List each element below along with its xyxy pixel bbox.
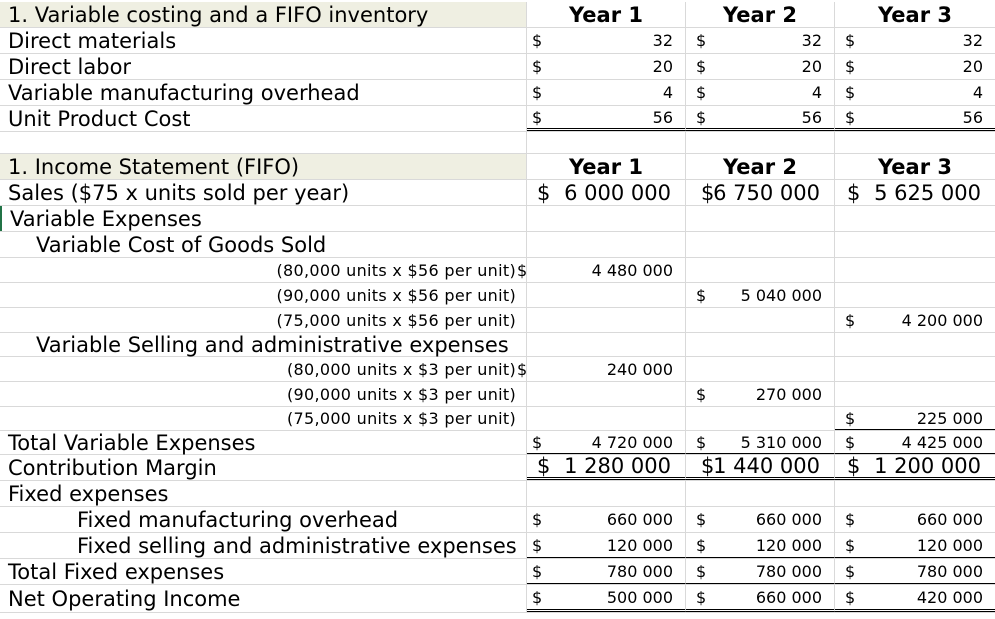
row-label[interactable]: Direct labor (0, 54, 527, 79)
cell-value: 6 000 000 (564, 180, 671, 205)
cell-value: 56 (962, 107, 983, 127)
section2-title[interactable]: 1. Income Statement (FIFO) (0, 154, 527, 179)
value-cell[interactable] (686, 180, 835, 205)
empty-cell[interactable] (686, 132, 835, 153)
value-cell[interactable] (835, 54, 995, 79)
value-cell[interactable] (835, 431, 995, 454)
row-label[interactable] (0, 283, 527, 307)
value-cell[interactable] (835, 507, 995, 532)
value-cell[interactable] (527, 585, 686, 612)
table-row (0, 2, 995, 28)
row-label[interactable] (0, 357, 527, 381)
table-row (0, 357, 995, 382)
currency-sign: $ (845, 432, 856, 452)
cell-value: 500 000 (606, 587, 673, 607)
value-cell[interactable] (527, 455, 686, 480)
row-label[interactable]: Fixed expenses (0, 481, 527, 506)
empty-cell[interactable] (835, 132, 995, 153)
detail-text: (80,000 units x $3 per unit) (286, 359, 516, 379)
empty-cell[interactable] (527, 283, 686, 307)
currency-sign: $ (517, 260, 528, 280)
value-cell[interactable] (686, 54, 835, 79)
row-label[interactable]: Fixed selling and administrative expenses (0, 533, 527, 558)
detail-text: (90,000 units x $56 per unit) (276, 285, 516, 305)
currency-sign: $ (696, 83, 707, 102)
currency-sign: $ (532, 587, 543, 607)
value-cell[interactable] (686, 559, 835, 584)
cell-value: 5 040 000 (740, 285, 822, 305)
table-row (0, 481, 995, 507)
cell-value: 4 720 000 (591, 432, 673, 452)
cell-value: 4 (972, 83, 983, 102)
currency-sign: $ (532, 432, 543, 452)
table-row (0, 585, 995, 613)
currency-sign: $ (532, 107, 543, 127)
cell-value: 660 000 (755, 510, 822, 529)
row-label[interactable]: Variable manufacturing overhead (0, 80, 527, 105)
value-cell[interactable] (835, 533, 995, 558)
currency-sign: $ (845, 31, 856, 50)
currency-sign: $ (845, 561, 856, 581)
currency-sign: $ (845, 408, 856, 428)
cell-value: 32 (962, 31, 983, 50)
row-label[interactable]: Variable Cost of Goods Sold (0, 232, 527, 257)
empty-cell[interactable] (527, 382, 686, 406)
value-cell[interactable] (527, 106, 686, 131)
cell-value: 780 000 (916, 561, 983, 581)
table-row (0, 80, 995, 106)
currency-sign: $ (696, 510, 707, 529)
empty-cell[interactable] (527, 333, 686, 356)
row-label[interactable]: Direct materials (0, 28, 527, 53)
currency-sign: $ (532, 83, 543, 102)
cell-value: 5 625 000 (874, 180, 981, 205)
currency-sign: $ (696, 31, 707, 50)
detail-text: (80,000 units x $56 per unit) (276, 260, 516, 280)
section1-title[interactable]: 1. Variable costing and a FIFO inventory (0, 2, 527, 27)
empty-cell[interactable] (527, 481, 686, 506)
table-row (0, 407, 995, 431)
currency-sign: $ (847, 180, 861, 205)
empty-cell[interactable] (835, 481, 995, 506)
value-cell[interactable] (835, 407, 995, 430)
currency-sign: $ (845, 310, 856, 330)
empty-cell[interactable] (686, 481, 835, 506)
currency-sign: $ (845, 535, 856, 555)
currency-sign: $ (845, 57, 856, 76)
cell-value: 660 000 (606, 510, 673, 529)
table-row (0, 180, 995, 206)
currency-sign: $ (696, 587, 707, 607)
value-cell[interactable] (686, 507, 835, 532)
empty-cell[interactable] (686, 357, 835, 381)
cell-value: 4 480 000 (591, 260, 673, 280)
cell-value: 20 (652, 57, 673, 76)
cell-value: 120 000 (606, 535, 673, 555)
value-cell[interactable] (686, 533, 835, 558)
currency-sign: $ (847, 454, 861, 478)
year-header[interactable]: Year 3 (878, 154, 952, 179)
empty-cell[interactable] (835, 357, 995, 381)
currency-sign: $ (696, 432, 707, 452)
value-cell[interactable] (527, 80, 686, 105)
empty-cell[interactable] (686, 333, 835, 356)
currency-sign: $ (532, 510, 543, 529)
cell-value: 32 (652, 31, 673, 50)
currency-sign: $ (537, 180, 551, 205)
row-label[interactable]: Sales ($75 x units sold per year) (0, 180, 527, 205)
currency-sign: $ (701, 180, 715, 205)
value-cell[interactable] (835, 80, 995, 105)
value-cell[interactable] (686, 431, 835, 454)
blank-row (0, 132, 995, 154)
table-row (0, 431, 995, 455)
value-cell[interactable] (835, 106, 995, 131)
row-label[interactable]: Net Operating Income (0, 585, 527, 612)
cell-value: 780 000 (755, 561, 822, 581)
empty-cell[interactable] (835, 258, 995, 282)
row-label[interactable] (0, 308, 527, 332)
currency-sign: $ (845, 587, 856, 607)
currency-sign: $ (696, 285, 707, 305)
currency-sign: $ (517, 359, 528, 379)
cell-value: 4 (662, 83, 673, 102)
empty-cell[interactable] (686, 206, 835, 231)
row-label[interactable]: Fixed manufacturing overhead (0, 507, 527, 532)
value-cell[interactable] (527, 180, 686, 205)
currency-sign: $ (696, 57, 707, 76)
cell-value: 6 750 000 (713, 180, 820, 205)
value-cell[interactable] (527, 28, 686, 53)
cell-value: 270 000 (755, 384, 822, 404)
cell-value: 120 000 (916, 535, 983, 555)
cell-value: 240 000 (606, 359, 673, 379)
empty-cell[interactable] (0, 132, 527, 153)
cell-value: 56 (801, 107, 822, 127)
value-cell[interactable] (527, 54, 686, 79)
table-row (0, 206, 995, 232)
row-label[interactable]: Unit Product Cost (0, 106, 527, 131)
empty-cell[interactable] (835, 283, 995, 307)
value-cell[interactable] (686, 106, 835, 131)
table-row (0, 232, 995, 258)
year-header[interactable]: Year 2 (686, 154, 835, 179)
value-cell[interactable] (835, 308, 995, 332)
empty-cell[interactable] (686, 232, 835, 257)
cell-value: 420 000 (916, 587, 983, 607)
empty-cell[interactable] (835, 382, 995, 406)
currency-sign: $ (696, 107, 707, 127)
value-cell[interactable] (517, 357, 686, 381)
value-cell[interactable] (527, 431, 686, 454)
empty-cell[interactable] (686, 407, 835, 430)
cell-value: 20 (962, 57, 983, 76)
value-cell[interactable] (527, 533, 686, 558)
row-label[interactable] (0, 382, 527, 406)
row-label[interactable] (0, 407, 527, 430)
currency-sign: $ (845, 510, 856, 529)
cell-value: 1 280 000 (564, 454, 671, 478)
table-row (0, 106, 995, 132)
value-cell[interactable] (686, 455, 835, 480)
cell-value: 32 (801, 31, 822, 50)
empty-cell[interactable] (835, 333, 995, 356)
empty-cell[interactable] (835, 232, 995, 257)
currency-sign: $ (696, 384, 707, 404)
currency-sign: $ (532, 535, 543, 555)
cell-value: 660 000 (916, 510, 983, 529)
empty-cell[interactable] (686, 308, 835, 332)
row-label[interactable] (0, 258, 527, 282)
value-cell[interactable] (835, 180, 995, 205)
empty-cell[interactable] (686, 258, 835, 282)
empty-cell[interactable] (527, 407, 686, 430)
currency-sign: $ (532, 31, 543, 50)
cell-value: 780 000 (606, 561, 673, 581)
empty-cell[interactable] (527, 206, 686, 231)
value-cell[interactable] (686, 382, 835, 406)
year-header[interactable]: Year 1 (527, 2, 686, 27)
currency-sign: $ (845, 107, 856, 127)
row-label[interactable]: Total Variable Expenses (0, 431, 527, 454)
cell-value: 1 440 000 (713, 454, 820, 478)
table-row (0, 507, 995, 533)
cell-value: 4 (811, 83, 822, 102)
empty-cell[interactable] (835, 206, 995, 231)
year-header[interactable]: Year 3 (878, 2, 952, 27)
value-cell[interactable] (527, 507, 686, 532)
table-row (0, 54, 995, 80)
cell-value: 4 425 000 (901, 432, 983, 452)
year-header[interactable]: Year 2 (686, 2, 835, 27)
table-row (0, 533, 995, 559)
detail-text: (90,000 units x $3 per unit) (286, 384, 516, 404)
value-cell[interactable] (835, 559, 995, 584)
value-cell[interactable] (686, 28, 835, 53)
row-label[interactable]: Total Fixed expenses (0, 559, 527, 584)
value-cell[interactable] (686, 283, 835, 307)
currency-sign: $ (537, 454, 551, 478)
value-cell[interactable] (517, 258, 686, 282)
table-row (0, 308, 995, 333)
table-row (0, 559, 995, 585)
currency-sign: $ (532, 561, 543, 581)
cell-value: 1 200 000 (874, 454, 981, 478)
currency-sign: $ (532, 57, 543, 76)
row-label[interactable]: Contribution Margin (0, 455, 527, 480)
cell-value: 660 000 (755, 587, 822, 607)
detail-text: (75,000 units x $56 per unit) (276, 310, 516, 330)
cell-value: 225 000 (916, 408, 983, 428)
table-row (0, 28, 995, 54)
value-cell[interactable] (686, 585, 835, 612)
cell-value: 20 (801, 57, 822, 76)
currency-sign: $ (701, 454, 715, 478)
table-row (0, 258, 995, 283)
table-row (0, 283, 995, 308)
value-cell[interactable] (686, 80, 835, 105)
cell-value: 56 (652, 107, 673, 127)
empty-cell[interactable] (527, 308, 686, 332)
currency-sign: $ (696, 561, 707, 581)
value-cell[interactable] (835, 585, 995, 612)
currency-sign: $ (696, 535, 707, 555)
table-row (0, 455, 995, 481)
currency-sign: $ (845, 83, 856, 102)
cell-value: 5 310 000 (740, 432, 822, 452)
row-label[interactable]: Variable Expenses (0, 206, 527, 231)
table-row (0, 333, 995, 357)
year-header[interactable]: Year 1 (527, 154, 686, 179)
value-cell[interactable] (835, 28, 995, 53)
empty-cell[interactable] (527, 232, 686, 257)
row-label[interactable]: Variable Selling and administrative expenses (0, 333, 527, 356)
value-cell[interactable] (835, 455, 995, 480)
table-row (0, 382, 995, 407)
empty-cell[interactable] (527, 132, 686, 153)
cell-value: 120 000 (755, 535, 822, 555)
cell-value: 4 200 000 (901, 310, 983, 330)
table-row (0, 154, 995, 180)
detail-text: (75,000 units x $3 per unit) (286, 409, 516, 428)
value-cell[interactable] (527, 559, 686, 584)
